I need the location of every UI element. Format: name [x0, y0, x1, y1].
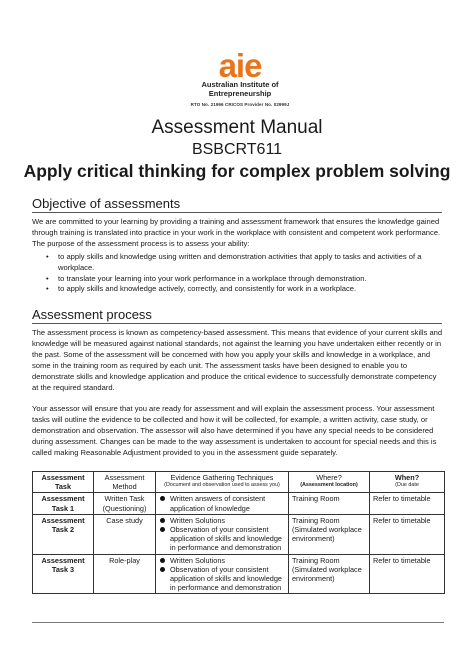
footer-divider: [32, 622, 444, 623]
manual-title: Assessment Manual: [151, 117, 323, 138]
row-method: Case study: [94, 514, 156, 554]
row-where: Training Room (Simulated workplace environment): [289, 554, 370, 594]
process-paragraph-2: Your assessor will ensure that you are ready for assessment and will explain the assessment process. Your assessment tasks will outline the evidence to be collected and how it will be collected, for example, a written activity, case study, or demonstration and observation. The assessor will also have determined if you have any special needs to be considered during assessment. Changes can be made to the way assessment is undertaken to account for special needs and this is called making Reasonable Adjustment provided to you in the assessment guide separately.: [32, 404, 437, 457]
logo-brand-text: aie: [218, 50, 262, 82]
process-paragraph-1: The assessment process is known as competency-based assessment. This means that evidence of your current skills and knowledge will be measured against national standards, not against the learning you have undertaken either recently or in the past. Some of the assessment will be concerned with how you apply your skills and knowledge in a workplace, and some in the training room as required by each unit. The assessment tasks have been designed to enable you to demonstrate skills and knowledge application and produce the critical evidence to successfully demonstrate competency at the required standard.: [32, 328, 443, 392]
objective-heading-text: Objective of assessments: [32, 196, 181, 211]
table-header-row: [33, 472, 445, 493]
technique-item: Written answers of consistent application of knowledge: [159, 494, 285, 512]
table-row: [33, 554, 445, 594]
aie-logo: [190, 50, 290, 110]
list-item: • to translate your learning into your work performance in a workplace through demonstration.: [46, 274, 441, 285]
unit-title: Apply critical thinking for complex problem solving: [23, 161, 451, 181]
assessment-table: [32, 471, 445, 594]
header-where: Where? (Assessment location): [289, 472, 370, 493]
unit-code: BSBCRT611: [191, 141, 283, 158]
row-method: Role-play: [94, 554, 156, 594]
header-method: Assessment Method: [94, 472, 156, 493]
row-when: Refer to timetable: [370, 554, 445, 594]
logo-name-line2: Entrepreneurship: [208, 89, 272, 98]
technique-item: Observation of your consistent application of skills and knowledge in performance and demonstration: [159, 525, 285, 553]
row-techniques: [156, 514, 289, 554]
process-heading: [32, 306, 442, 324]
row-when: Refer to timetable: [370, 493, 445, 514]
table-row: [33, 514, 445, 554]
process-heading-text: Assessment process: [32, 307, 152, 322]
objective-bullet-list: [46, 252, 441, 295]
row-task: Assessment Task 1: [33, 493, 94, 514]
row-method: Written Task (Questioning): [94, 493, 156, 514]
table-row: [33, 493, 445, 514]
objective-heading: [32, 195, 442, 213]
logo-institute-name: [180, 80, 300, 98]
logo-name-line1: Australian Institute of: [201, 80, 279, 89]
header-techniques: Evidence Gathering Techniques (Document and observation used to assess you): [156, 472, 289, 493]
objective-intro: We are committed to your learning by providing a training and assessment framework that ensures the knowledge gained through training is translated into practice in your work in the workplace with consistent and competent work performance. The purpose of the assessment process is to assess your ability:: [32, 217, 441, 248]
technique-item: Written Solutions: [159, 516, 285, 525]
row-when: Refer to timetable: [370, 514, 445, 554]
technique-item: Written Solutions: [159, 556, 285, 565]
row-where: Training Room: [289, 493, 370, 514]
logo-rto-number: RTO No. 21996 CRICOS Provider No. 02999J: [190, 102, 290, 107]
row-techniques: [156, 493, 289, 514]
row-task: Assessment Task 3: [33, 554, 94, 594]
list-item: • to apply skills and knowledge using written and demonstration activities that apply to tasks and activities of a workplace.: [46, 252, 441, 274]
row-techniques: [156, 554, 289, 594]
aie-logo-mark: [202, 50, 278, 82]
header-when: When? (Due date: [370, 472, 445, 493]
row-where: Training Room (Simulated workplace environment): [289, 514, 370, 554]
row-task: Assessment Task 2: [33, 514, 94, 554]
technique-item: Observation of your consistent application of skills and knowledge in performance and demonstration: [159, 565, 285, 593]
header-task: Assessment Task: [33, 472, 94, 493]
list-item: • to apply skills and knowledge actively, correctly, and consistently for work in a workplace.: [46, 284, 441, 295]
